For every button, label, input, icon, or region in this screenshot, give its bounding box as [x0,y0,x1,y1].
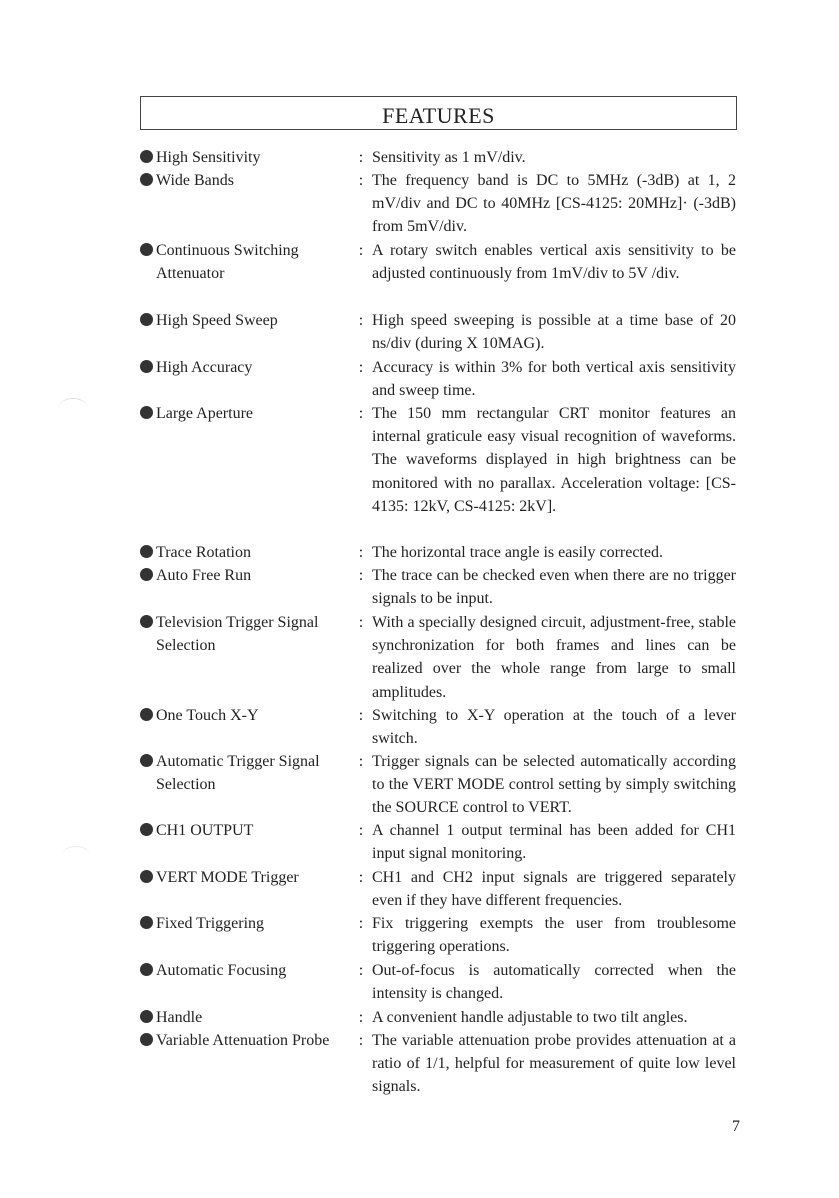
feature-item [140,169,740,239]
feature-name: High Accuracy [156,359,253,376]
feature-description: The variable attenuation probe provides attenuation at a ratio of 1/1, helpful for measurement of quite low level signals. [372,1032,736,1096]
feature-item [140,402,740,518]
separator-colon: : [358,359,364,376]
separator-colon: : [358,172,364,189]
feature-name-col [140,239,366,285]
feature-name-col [140,704,366,727]
separator-colon: : [358,962,364,979]
feature-description: The trace can be checked even when there are no trigger signals to be input. [372,567,736,608]
feature-name: Television Trigger Signal Selection [156,614,319,655]
separator-colon: : [358,242,364,259]
bullet-icon [140,406,153,419]
feature-name-col [140,959,366,982]
feature-item [140,866,740,912]
page-title: FEATURES [140,96,737,130]
feature-name: Fixed Triggering [156,915,265,932]
feature-name: Trace Rotation [156,544,251,561]
feature-name: Automatic Trigger Signal Selection [156,753,320,794]
feature-name-col [140,819,366,842]
feature-name-col [140,611,366,657]
feature-name: Wide Bands [156,172,235,189]
feature-description: A convenient handle adjustable to two tilt angles. [372,1009,688,1026]
feature-description: Switching to X-Y operation at the touch of a lever switch. [372,707,736,748]
bullet-icon [140,313,153,326]
bullet-icon [140,916,153,929]
feature-name: Automatic Focusing [156,962,287,979]
feature-description: With a specially designed circuit, adjustment-free, stable synchronization for both frames and lines can be realized over the whole range from large to small amplitudes. [372,614,736,701]
bullet-icon [140,150,153,163]
feature-description: The frequency band is DC to 5MHz (-3dB) at 1, 2 mV/div and DC to 40MHz [CS-4125: 20MHz]· (-3dB) from 5mV/div. [372,172,736,236]
feature-description: Accuracy is within 3% for both vertical axis sensitivity and sweep time. [372,359,736,400]
bullet-icon [140,823,153,836]
feature-name: Variable Attenuation Probe [156,1032,330,1049]
feature-item [140,356,740,402]
feature-name-col [140,866,366,889]
separator-colon: : [358,1032,364,1049]
separator-colon: : [358,312,364,329]
feature-name: High Sensitivity [156,149,261,166]
feature-item [140,309,740,355]
feature-description: Sensitivity as 1 mV/div. [372,149,526,166]
separator-colon: : [358,567,364,584]
bullet-icon [140,708,153,721]
feature-name: One Touch X-Y [156,707,259,724]
separator-colon: : [358,707,364,724]
feature-description: The horizontal trace angle is easily corrected. [372,544,663,561]
feature-item [140,146,740,169]
bullet-icon [140,173,153,186]
bullet-icon [140,545,153,558]
separator-colon: : [358,753,364,770]
feature-description: Trigger signals can be selected automatically according to the VERT MODE control setting by simply switching the SOURCE control to VERT. [372,753,736,817]
feature-name: Handle [156,1009,203,1026]
feature-description: Out-of-focus is automatically corrected when the intensity is changed. [372,962,736,1003]
feature-item [140,819,740,865]
feature-item [140,564,740,610]
feature-description: A rotary switch enables vertical axis sensitivity to be adjusted continuously from 1mV/div to 5V /div. [372,242,736,283]
bullet-icon [140,754,153,767]
feature-description: Fix triggering exempts the user from troublesome triggering operations. [372,915,736,956]
feature-description: A channel 1 output terminal has been added for CH1 input signal monitoring. [372,822,736,863]
feature-item [140,239,740,285]
feature-item [140,750,740,820]
feature-name: Auto Free Run [156,567,252,584]
bullet-icon [140,1033,153,1046]
feature-name-col [140,750,366,796]
feature-name-col [140,541,366,564]
bullet-icon [140,1010,153,1023]
feature-description: The 150 mm rectangular CRT monitor features an internal graticule easy visual recognition of waveforms. The waveforms displayed in high brightness can be monitored with no parallax. Acceleration voltage: [CS-4135: 12kV, CS-4125: 2kV]. [372,405,736,515]
feature-name: High Speed Sweep [156,312,278,329]
feature-name-col [140,309,366,332]
feature-name: VERT MODE Trigger [156,869,299,886]
page-number: 7 [732,1118,740,1135]
separator-colon: : [358,822,364,839]
separator-colon: : [358,614,364,631]
bullet-icon [140,568,153,581]
feature-name-col [140,564,366,587]
separator-colon: : [358,869,364,886]
separator-colon: : [358,915,364,932]
feature-item [140,1029,740,1099]
feature-item [140,912,740,958]
feature-name-col [140,169,366,192]
bullet-icon [140,615,153,628]
feature-item [140,541,740,564]
feature-item [140,1006,740,1029]
scan-mark [58,398,88,419]
feature-name-col [140,356,366,379]
scan-mark [62,846,90,863]
separator-colon: : [358,544,364,561]
feature-item [140,704,740,750]
feature-name: Large Aperture [156,405,253,422]
bullet-icon [140,243,153,256]
bullet-icon [140,870,153,883]
feature-name: CH1 OUTPUT [156,822,254,839]
separator-colon: : [358,1009,364,1026]
feature-name-col [140,402,366,425]
feature-item [140,959,740,1005]
feature-description: CH1 and CH2 input signals are triggered separately even if they have different frequencies. [372,869,736,910]
feature-description: High speed sweeping is possible at a time base of 20 ns/div (during X 10MAG). [372,312,736,353]
feature-name-col [140,146,366,169]
bullet-icon [140,360,153,373]
bullet-icon [140,963,153,976]
separator-colon: : [358,405,364,422]
feature-name-col [140,912,366,935]
feature-name-col [140,1029,366,1052]
feature-name: Continuous Switching Attenuator [156,242,299,283]
feature-name-col [140,1006,366,1029]
separator-colon: : [358,149,364,166]
feature-item [140,611,740,704]
